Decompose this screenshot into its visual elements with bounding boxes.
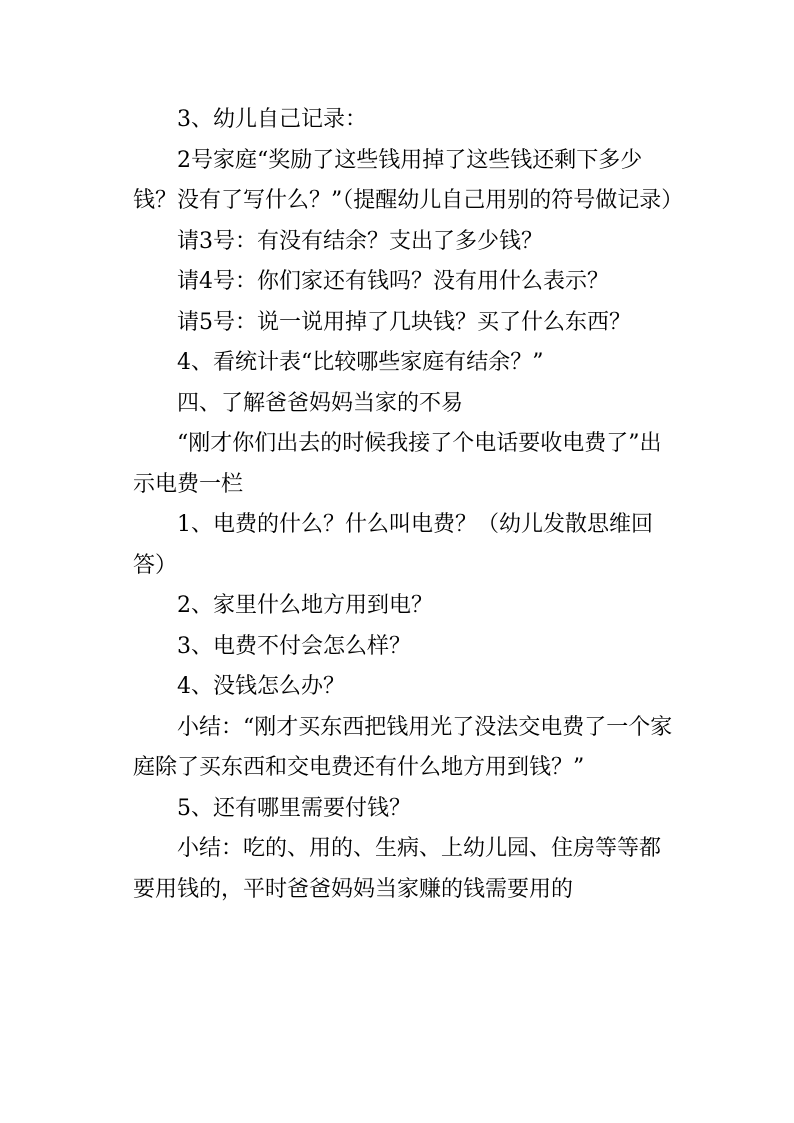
document-body xyxy=(133,100,684,910)
paragraph-q3-unpaid: 3、电费不付会怎么样？ xyxy=(177,633,411,659)
paragraph-q2-usage: 2、家里什么地方用到电？ xyxy=(177,593,433,618)
paragraph-family5: 请5号：说一说用掉了几块钱？买了什么东西？ xyxy=(177,309,631,335)
paragraph-family4: 请4号：你们家还有钱吗？没有用什么表示？ xyxy=(177,269,609,294)
paragraph-q4-no-money: 4、没钱怎么办？ xyxy=(177,674,345,699)
paragraph-q1-electricity: 1、电费的什么？什么叫电费？（幼儿发散思维回答） xyxy=(133,512,653,578)
paragraph-q5-payments: 5、还有哪里需要付钱？ xyxy=(177,795,411,821)
paragraph-family2: 2号家庭“奖励了这些钱用掉了这些钱还剩下多少钱？没有了写什么？”（提醒幼儿自己用别的符号做记录） xyxy=(133,147,684,213)
paragraph-electricity-call: “刚才你们出去的时候我接了个电话要收电费了”出示电费一栏 xyxy=(133,431,662,497)
paragraph-step4-table: 4、看统计表“比较哪些家庭有结余？” xyxy=(177,350,544,375)
paragraph-step3-record: 3、幼儿自己记录： xyxy=(177,107,367,132)
section-heading-four: 四、了解爸爸妈妈当家的不易 xyxy=(177,390,464,416)
paragraph-summary-1: 小结：“刚才买东西把钱用光了没法交电费了一个家庭除了买东西和交电费还有什么地方用到钱？” xyxy=(133,714,673,780)
paragraph-family3: 请3号：有没有结余？支出了多少钱？ xyxy=(177,228,543,254)
paragraph-summary-2: 小结：吃的、用的、生病、上幼儿园、住房等等都要用钱的，平时爸爸妈妈当家赚的钱需要用的 xyxy=(133,836,662,902)
